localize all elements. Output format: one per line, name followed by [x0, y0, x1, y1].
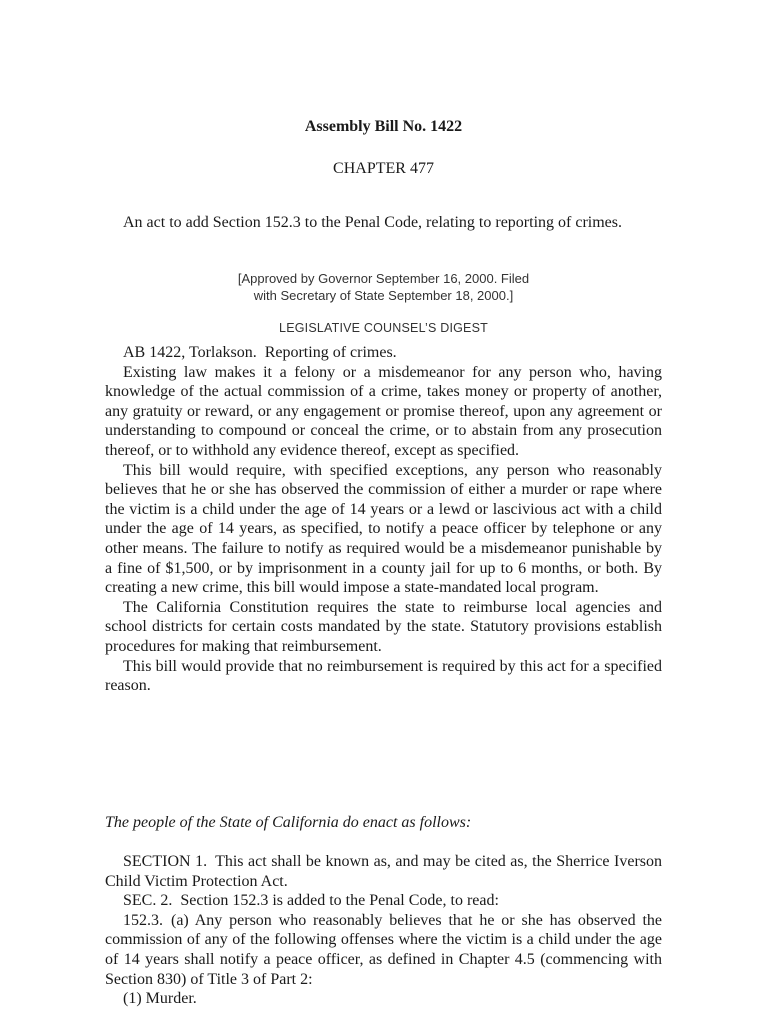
approval-line-2: with Secretary of State September 18, 2000.]: [253, 288, 514, 303]
digest-body: [105, 343, 662, 696]
bill-title: Assembly Bill No. 1422: [304, 118, 463, 135]
section-1: [105, 852, 662, 891]
section-152-3-text: (a) Any person who reasonably believes that he or she has observed the commission of any of the following offenses where the victim is a child under the age of 14 years shall notify a peace officer, as defined in Chapter 4.5 (commencing with Section 830) of Title 3 of Part 2:: [105, 911, 662, 988]
section-2-text: Section 152.3 is added to the Penal Code, to read:: [180, 892, 499, 910]
offense-item-1: (1) Murder.: [123, 990, 197, 1008]
section-1-label: SECTION 1.: [123, 853, 208, 870]
digest-heading: LEGISLATIVE COUNSEL’S DIGEST: [279, 321, 488, 335]
section-2-label: SEC. 2.: [123, 892, 173, 910]
section-152-3: [105, 911, 662, 989]
digest-bill-number: AB 1422, Torlakson.: [123, 344, 257, 361]
digest-subject: Reporting of crimes.: [264, 344, 397, 361]
digest-paragraph-constitution: The California Constitution requires the state to reimburse local agencies and school districts for certain costs mandated by the state. Statutory provisions establish procedures for making that reimbursement.: [105, 598, 662, 655]
digest-paragraph-bill-requirements: This bill would require, with specified exceptions, any person who reasonably believes that he or she has observed the commission of either a murder or rape where the victim is a child under the age of 14 years or a lewd or lascivious act with a child under the age of 14 years, as specified, to notify a peace officer by telephone or any other means. The failure to notify as required would be a misdemeanor punishable by a fine of $1,500, or by imprisonment in a county jail for up to 6 months, or both. By creating a new crime, this bill would impose a state-mandated local program.: [105, 461, 662, 597]
digest-bill-line: [105, 343, 662, 363]
bill-sections: [105, 852, 662, 1009]
chapter-heading: CHAPTER 477: [333, 160, 434, 177]
section-2: [105, 891, 662, 911]
approval-note: [105, 270, 662, 304]
section-1-text: This act shall be known as, and may be cited as, the Sherrice Iverson Child Victim Protection Act.: [105, 853, 662, 890]
section-152-3-label: 152.3.: [123, 911, 163, 929]
enacting-clause: The people of the State of California do enact as follows:: [105, 814, 472, 831]
digest-paragraph-reimbursement: This bill would provide that no reimbursement is required by this act for a specified reason.: [105, 657, 662, 695]
approval-line-1: [Approved by Governor September 16, 2000. Filed: [237, 271, 530, 286]
digest-paragraph-existing-law: Existing law makes it a felony or a misdemeanor for any person who, having knowledge of the actual commission of a crime, takes money or property of another, any gratuity or reward, or any engagement or promise thereof, upon any agreement or understanding to compound or conceal the crime, or to abstain from any prosecution thereof, or to withhold any evidence thereof, except as specified.: [105, 363, 662, 459]
intro-paragraph: An act to add Section 152.3 to the Penal Code, relating to reporting of crimes.: [123, 214, 622, 231]
